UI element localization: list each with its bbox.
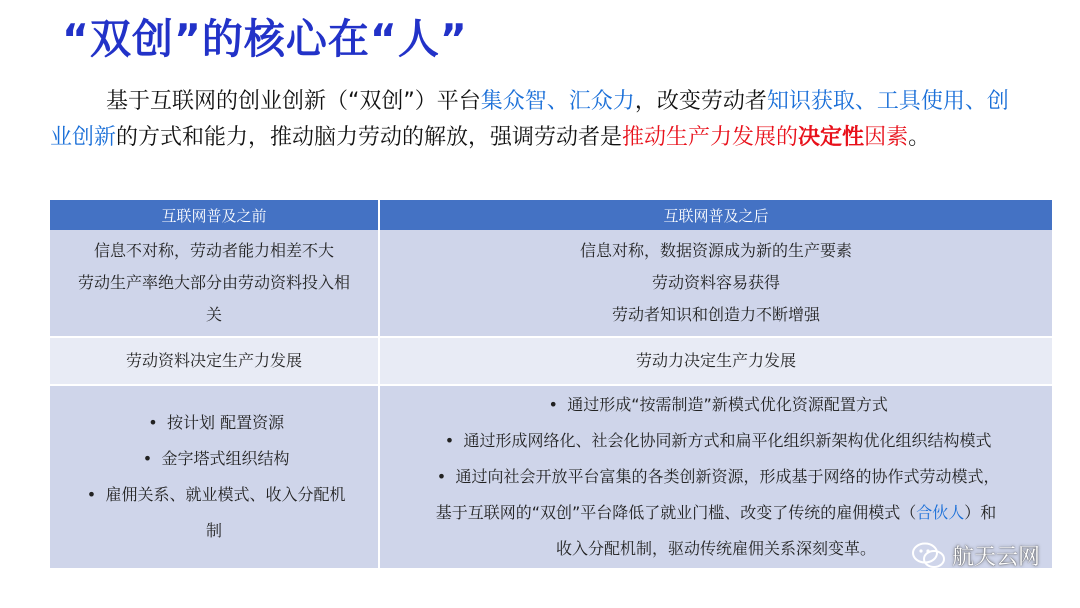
table-row: [50, 385, 1052, 568]
bullet-continuation: 基于互联网的“双创”平台降低了就业门槛、改变了传统的雇佣模式（合伙人）和: [435, 503, 997, 522]
intro-highlight-knowledge: 知识获取、工具使用、创业创新: [50, 89, 1009, 150]
intro-highlight-factor: 因素: [864, 125, 909, 150]
table-row: [50, 337, 1052, 385]
intro-text-1: 基于互联网的创业创新（“双创”）平台: [106, 89, 481, 114]
bullet-item: • 通过向社会开放平台富集的各类创新资源，形成基于网络的协作式劳动模式，: [386, 459, 1046, 495]
bullet-item: • 金字塔式组织结构: [56, 441, 372, 477]
bullet-icon: •: [548, 395, 558, 414]
intro-highlight-crowd: 集众智、汇众力: [480, 89, 635, 114]
bullet-icon: •: [148, 413, 158, 432]
watermark-text: 航天云网: [951, 545, 1040, 570]
cell-line: 信息对称，数据资源成为新的生产要素: [579, 241, 852, 260]
cell-before-info: [50, 230, 379, 337]
intro-text-3: 的方式和能力，推动脑力劳动的解放，强调劳动者是: [116, 125, 623, 150]
intro-paragraph: [50, 84, 1010, 156]
partner-highlight: 合伙人: [916, 503, 965, 522]
comparison-table: [50, 200, 1052, 568]
table-row: [50, 230, 1052, 337]
intro-text-2: ，改变劳动者: [634, 89, 767, 114]
bullet-item: • 通过形成“按需制造”新模式优化资源配置方式: [386, 387, 1046, 423]
intro-text-4: 。: [908, 125, 931, 150]
bullet-item: • 雇佣关系、就业模式、收入分配机: [56, 477, 372, 513]
bullet-icon: •: [436, 467, 447, 486]
bullet-icon: •: [86, 485, 97, 504]
cell-line: 劳动者知识和创造力不断增强: [611, 305, 820, 324]
bullet-continuation: 制: [205, 521, 222, 540]
cell-after-productivity: 劳动力决定生产力发展: [379, 337, 1052, 385]
wechat-icon: [912, 542, 946, 570]
cell-line: 劳动资料容易获得: [651, 273, 780, 292]
intro-highlight-productivity: 推动生产力发展的: [622, 125, 799, 150]
slide-title: “双创”的核心在“人”: [62, 15, 468, 63]
bullet-item: • 通过形成网络化、社会化协同新方式和扁平化组织新架构优化组织结构模式: [386, 423, 1046, 459]
intro-highlight-decisive: 决定性: [798, 125, 865, 150]
cell-line: 关: [205, 305, 222, 324]
bullet-icon: •: [444, 431, 455, 450]
table-header-row: [50, 200, 1052, 230]
cell-before-organization: [50, 385, 379, 568]
cell-before-productivity: 劳动资料决定生产力发展: [50, 337, 379, 385]
cell-line: 信息不对称，劳动者能力相差不大: [93, 241, 334, 260]
header-before: 互联网普及之前: [50, 200, 379, 230]
header-after: 互联网普及之后: [379, 200, 1052, 230]
cell-line: 劳动生产率绝大部分由劳动资料投入相: [77, 273, 350, 292]
bullet-icon: •: [142, 449, 153, 468]
bullet-item: • 按计划 配置资源: [56, 405, 372, 441]
cell-after-info: [379, 230, 1052, 337]
bullet-continuation: 收入分配机制，驱动传统雇佣关系深刻变革。: [555, 539, 876, 558]
watermark: [912, 540, 1040, 571]
